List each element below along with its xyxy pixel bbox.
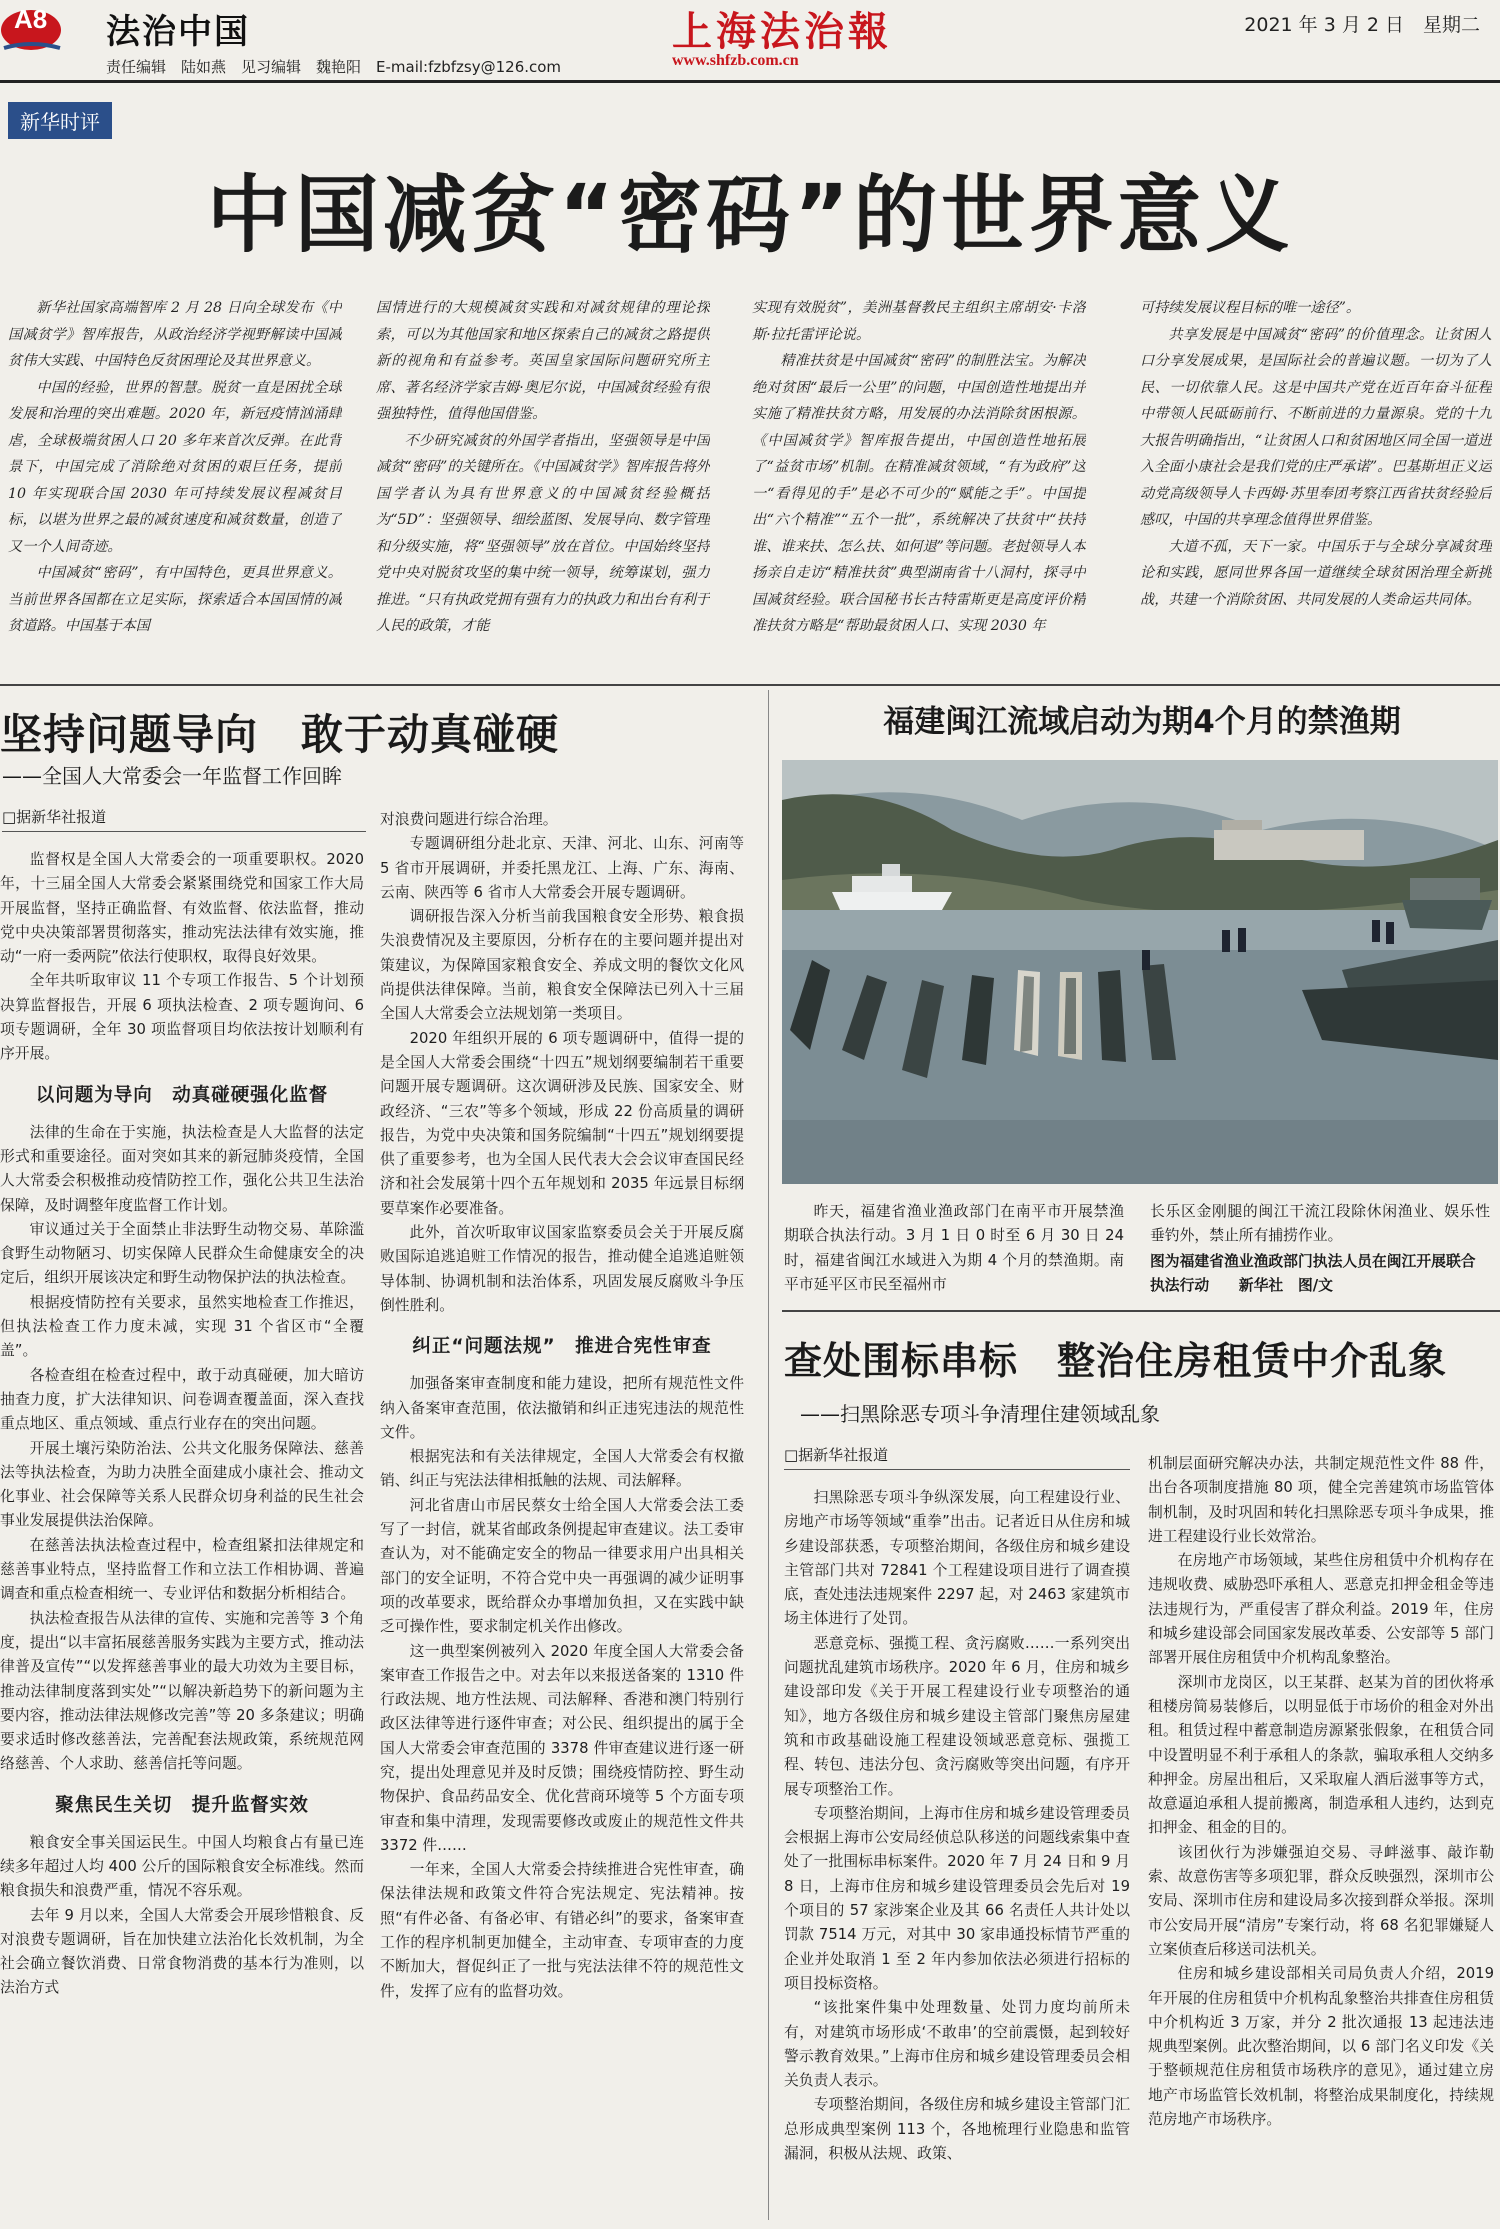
paragraph: 各检查组在检查过程中，敢于动真碰硬，加大暗访抽查力度，扩大法律知识、问卷调查覆盖面，深入查找重点地区、重点领域、重点行业存在的突出问题。	[0, 1366, 364, 1433]
paragraph: 大道不孤，天下一家。中国乐于与全球分享减贫理论和实践，愿同世界各国一道继续全球贫困治理全新挑战，共建一个消除贫困、共同发展的人类命运共同体。	[1140, 538, 1492, 608]
page-number-badge	[0, 0, 62, 52]
main-headline: 中国减贫“密码”的世界意义	[206, 166, 1294, 264]
masthead-rule	[0, 80, 1500, 83]
housing-column-1	[784, 1486, 1130, 2218]
paragraph: 扫黑除恶专项斗争纵深发展，向工程建设行业、房地产市场等领域“重拳”出击。记者近日从住房和城乡建设部获悉，专项整治期间，各级住房和城乡建设主管部门共对 72841 个工程建设项目进行了调查摸底，查处违法违规案件 2297 起，对 2463 家建筑市场主体进行了处罚。	[784, 1489, 1130, 1628]
paragraph: 住房和城乡建设部相关司局负责人介绍，2019 年开展的住房租赁中介机构乱象整治共排查住房租赁中介机构近 3 万家，并分 2 批次通报 13 起违法违规典型案例。此次整治期间，以 6 部门名义印发《关于整顿规范住房租赁市场秩序的意见》，通过建立房地产市场监管长效机制，将整治成果制度化，持续规范房地产市场秩序。	[1148, 1965, 1494, 2129]
paragraph: 一年来，全国人大常委会持续推进合宪性审查，确保法律法规和政策文件符合宪法规定、宪法精神。按照“有件必备、有备必审、有错必纠”的要求，备案审查工作的程序机制更加健全，主动审查、专项审查的力度不断加大，督促纠正了一批与宪法法律不符的规范性文件，发挥了应有的监督功效。	[380, 1861, 744, 2000]
article-column-1	[0, 848, 364, 2218]
editor-line: 责任编辑 陆如燕 见习编辑 魏艳阳 E-mail:fzbfzsy@126.com	[106, 58, 562, 76]
paragraph: 2020 年组织开展的 6 项专题调研中，值得一提的是全国人大常委会围绕“十四五”规划纲要编制若干重要问题开展专题调研。这次调研涉及民族、国家安全、财政经济、“三农”等多个领域，形成 22 份高质量的调研报告，为党中央决策和国务院编制“十四五”规划纲要提供了重要参考，也为全国人民代表大会会议审查国民经济和社会发展第十四个五年规划和 2035 年远景目标纲要草案作必要准备。	[380, 1029, 744, 1217]
article-subtitle: ——扫黑除恶专项斗争清理住建领域乱象	[800, 1402, 1160, 1426]
paragraph: 该团伙行为涉嫌强迫交易、寻衅滋事、敲诈勒索、故意伤害等多项犯罪，群众反映强烈，深圳市公安局、深圳市住房和建设局多次接到群众举报。深圳市公安局开展“清房”专案行动，将 68 名犯罪嫌疑人立案侦查后移送司法机关。	[1148, 1843, 1494, 1958]
paragraph: 开展土壤污染防治法、公共文化服务保障法、慈善法等执法检查，为助力决胜全面建成小康社会、推动文化事业、社会保障等关系人民群众切身利益的民生社会事业发展提供法治保障。	[0, 1439, 364, 1530]
river-boats-photo	[782, 760, 1498, 1184]
paragraph: 深圳市龙岗区，以王某群、赵某为首的团伙将承租楼房简易装修后，以明显低于市场价的租金对外出租。租赁过程中蓄意制造房源紧张假象，在租赁合同中设置明显不利于承租人的条款，骗取承租人交纳多种押金。房屋出租后，又采取雇人酒后滋事等方式，故意逼迫承租人提前搬离，制造承租人违约，达到克扣押金、租金的目的。	[1148, 1673, 1494, 1837]
paragraph: 对浪费问题进行综合治理。	[380, 811, 558, 828]
section-name: 法治中国	[106, 12, 250, 52]
paragraph: 恶意竞标、强揽工程、贪污腐败……一系列突出问题扰乱建筑市场秩序。2020 年 6 月，住房和城乡建设部印发《关于开展工程建设行业专项整治的通知》，地方各级住房和城乡建设主管部门聚焦房屋建筑和市政基础设施工程建设领域恶意竞标、强揽工程、转包、违法分包、贪污腐败等突出问题，有序开展专项整治工作。	[784, 1634, 1130, 1798]
paragraph: 加强备案审查制度和能力建设，把所有规范性文件纳入备案审查范围，依法撤销和纠正违宪违法的规范性文件。	[380, 1375, 744, 1441]
issue-date: 2021 年 3 月 2 日 星期二	[1244, 14, 1480, 36]
paragraph: 在房地产市场领域，某些住房租赁中介机构存在违规收费、威胁恐吓承租人、恶意克扣押金租金等违法违规行为，严重侵害了群众利益。2019 年，住房和城乡建设部会同国家发展改革委、公安部等 5 部门部署开展住房租赁中介机构乱象整治。	[1148, 1552, 1494, 1667]
commentary-column-3	[752, 295, 1086, 667]
article-byline: □据新华社报道	[2, 806, 366, 832]
paragraph: 这一典型案例被列入 2020 年度全国人大常委会备案审查工作报告之中。对去年以来报送备案的 1310 件行政法规、地方性法规、司法解释、香港和澳门特别行政区法律等进行逐件审查；对公民、组织提出的属于全国人大常委会审查范围的 3378 件审查建议进行逐一研究，提出处理意见并及时反馈；围绕疫情防控、野生动物保护、食品药品安全、优化营商环境等 5 个方面专项审查和集中清理，发现需要修改或废止的规范性文件共 3372 件……	[380, 1642, 744, 1854]
paragraph: 共享发展是中国减贫“密码”的价值理念。让贫困人口分享发展成果，是国际社会的普遍议题。一切为了人民、一切依靠人民。这是中国共产党在近百年奋斗征程中带领人民砥砺前行、不断前进的力量源泉。党的十九大报告明确指出，“让贫困人口和贫困地区同全国一道进入全面小康社会是我们党的庄严承诺”。巴基斯坦正义运动党高级领导人卡西姆·苏里奉团考察江西省扶贫经验后感叹，中国的共享理念值得世界借鉴。	[1140, 326, 1492, 528]
section-divider	[0, 684, 1500, 686]
paragraph: 调研报告深入分析当前我国粮食安全形势、粮食损失浪费情况及主要原因，分析存在的主要问题并提出对策建议，为保障国家粮食安全、养成文明的餐饮文化风尚提供法律保障。当前，粮食安全保障法已列入十三届全国人大常委会立法规划第一类项目。	[380, 908, 744, 1023]
paragraph: 去年 9 月以来，全国人大常委会开展珍惜粮食、反对浪费专题调研，旨在加快建立法治化长效机制，为全社会确立餐饮消费、日常食物消费的基本行为准则，以法治方式	[0, 1906, 364, 1997]
paragraph: 全年共听取审议 11 个专项工作报告、5 个计划预决算监督报告，开展 6 项执法检查、2 项专题询问、6 项专题调研，全年 30 项监督项目均依法按计划顺利有序开展。	[0, 972, 364, 1063]
caption-text: 昨天，福建省渔业渔政部门在南平市开展禁渔期联合执法行动。3 月 1 日 0 时至 6 月 30 日 24 时，福建省闽江水域进入为期 4 个月的禁渔期。南平市延平区市民至福州市	[784, 1203, 1124, 1293]
paragraph: 河北省唐山市居民蔡女士给全国人大常委会法工委写了一封信，就某省邮政条例提起审查建议。法工委审查认为，对不能确定安全的物品一律要求用户出具相关部门的安全证明，不符合党中央一再强调的减少证明事项的改革要求，既给群众办事增加负担，又在实践中缺乏可操作性，要求制定机关作出修改。	[380, 1496, 744, 1636]
article-column-2	[380, 808, 744, 2218]
subheading: 以问题为导向 动真碰硬强化监督	[35, 1084, 329, 1106]
news-photo	[782, 760, 1498, 1184]
commentary-column-1	[8, 295, 342, 667]
column-tag: 新华时评	[8, 102, 112, 139]
article-headline: 坚持问题导向 敢于动真碰硬	[0, 710, 560, 759]
article-headline: 查处围标串标 整治住房租赁中介乱象	[784, 1339, 1448, 1383]
paragraph: 法律的生命在于实施，执法检查是人大监督的法定形式和重要途径。面对突如其来的新冠肺炎疫情，全国人大常委会积极推动疫情防控工作，强化公共卫生法治保障，及时调整年度监督工作计划。	[0, 1123, 364, 1214]
housing-column-2	[1148, 1452, 1494, 2218]
paragraph: 在慈善法执法检查过程中，检查组紧扣法律规定和慈善事业特点，坚持监督工作和立法工作相协调、普遍调查和重点检查相统一、专业评估和数据分析相结合。	[0, 1536, 364, 1603]
paragraph: 不少研究减贫的外国学者指出，坚强领导是中国减贫“密码”的关键所在。《中国减贫学》智库报告将外国学者认为具有世界意义的中国减贫经验概括为“5D”：坚强领导、细绘蓝图、发展导向、数字管理和分级实施，将“坚强领导”放在首位。中国始终坚持党中央对脱贫攻坚的集中统一领导，统筹谋划，强力推进。“只有执政党拥有强有力的执政力和出台有利于人民的政策，才能	[376, 432, 710, 634]
paragraph: 实现有效脱贫”，美洲基督教民主组织主席胡安·卡洛斯·拉托雷评论说。	[752, 300, 1086, 343]
photo-news-headline: 福建闽江流域启动为期4个月的禁渔期	[883, 704, 1401, 740]
commentary-column-2	[376, 295, 710, 667]
paragraph: 中国减贫“密码”，有中国特色，更具世界意义。当前世界各国都在立足实际，探索适合本国国情的减贫道路。中国基于本国	[8, 565, 342, 634]
paragraph: 执法检查报告从法律的宣传、实施和完善等 3 个角度，提出“以丰富拓展慈善服务实践为主要方式，推动法律普及宣传”“以发挥慈善事业的最大功效为主要目标，推动法律制度落到实处”“以解决新趋势下的新问题为主要内容，推动法律法规修改完善”等 20 多条建议；明确要求适时修改慈善法，完善配套法规政策，系统规范网络慈善、个人求助、慈善信托等问题。	[0, 1609, 364, 1773]
paragraph: “该批案件集中处理数量、处罚力度均前所未有，对建筑市场形成‘不敢串’的空前震慑，起到较好警示教育效果。”上海市住房和城乡建设管理委员会相关负责人表示。	[784, 1999, 1130, 2090]
paragraph: 此外，首次听取审议国家监察委员会关于开展反腐败国际追逃追赃工作情况的报告，推动健全追逃追赃领导体制、协调机制和法治体系，巩固发展反腐败斗争压倒性胜利。	[380, 1224, 744, 1314]
subheading: 聚焦民生关切 提升监督实效	[55, 1794, 309, 1816]
paragraph: 中国的经验，世界的智慧。脱贫一直是困扰全球发展和治理的突出难题。2020 年，新冠疫情汹涌肆虐，全球极端贫困人口 20 多年来首次反弹。在此背景下，中国完成了消除绝对贫困的艰巨任务，提前 10 年实现联合国 2030 年可持续发展议程减贫目标，以堪为世界之最的减贫速度和减贫数量，创造了又一个人间奇迹。	[8, 379, 342, 555]
paragraph: 机制层面研究解决办法，共制定规范性文件 88 件，出台各项制度措施 80 项，健全完善建筑市场监管体制机制，及时巩固和转化扫黑除恶专项斗争成果，推进工程建设行业长效常治。	[1148, 1455, 1494, 1545]
paragraph: 专项整治期间，上海市住房和城乡建设管理委员会根据上海市公安局经侦总队移送的问题线索集中查处了一批围标串标案件。2020 年 7 月 24 日和 9 月 8 日，上海市住房和城乡建设管理委员会先后对 19 个项目的 57 家涉案企业及其 66 名责任人共计处以罚款 7514 万元，对其中 30 家串通投标情节严重的企业并处取消 1 至 2 年内参加依法必须进行招标的项目投标资格。	[784, 1804, 1130, 1992]
paragraph: 国情进行的大规模减贫实践和对减贫规律的理论探索，可以为其他国家和地区探索自己的减贫之路提供新的视角和有益参考。英国皇家国际问题研究所主席、著名经济学家吉姆·奥尼尔说，中国减贫经验有很强独特性，值得他国借鉴。	[376, 300, 710, 422]
page-number: A8	[14, 4, 48, 34]
paragraph: 专项整治期间，各级住房和城乡建设主管部门汇总形成典型案例 113 个，各地梳理行业隐患和监管漏洞，积极从法规、政策、	[784, 2096, 1130, 2163]
paragraph: 精准扶贫是中国减贫“密码”的制胜法宝。为解决绝对贫困“最后一公里”的问题，中国创造性地提出并实施了精准扶贫方略，用发展的办法消除贫困根源。《中国减贫学》智库报告提出，中国创造性地拓展了“益贫市场”机制。在精准减贫领域，“有为政府”这一“看得见的手”是必不可少的“赋能之手”。中国提出“六个精准”“五个一批”，系统解决了扶贫中“扶持谁、谁来扶、怎么扶、如何退”等问题。老挝领导人本扬亲自走访“精准扶贫”典型湖南省十八洞村，探寻中国减贫经验。联合国秘书长古特雷斯更是高度评价精准扶贫方略是“帮助最贫困人口、实现 2030 年	[752, 353, 1086, 634]
commentary-column-4	[1140, 295, 1492, 667]
paragraph: 粮食安全事关国运民生。中国人均粮食占有量已连续多年超过人均 400 公斤的国际粮食安全标准线。然而粮食损失和浪费严重，情况不容乐观。	[0, 1833, 364, 1900]
paragraph: 可持续发展议程目标的唯一途径”。	[1140, 300, 1361, 316]
article-byline: □据新华社报道	[784, 1444, 1130, 1470]
paragraph: 监督权是全国人大常委会的一项重要职权。2020 年，十三届全国人大常委会紧紧围绕党和国家工作大局开展监督，坚持正确监督、有效监督、依法监督，推动党中央决策部署贯彻落实，推动宪法法律有效实施，推动“一府一委两院”依法行使职权，取得良好效果。	[0, 851, 364, 966]
caption-text: 长乐区金刚腿的闽江干流江段除休闲渔业、娱乐性垂钓外，禁止所有捕捞作业。	[1150, 1203, 1490, 1245]
article-subtitle: ——全国人大常委会一年监督工作回眸	[2, 764, 342, 788]
column-divider	[768, 690, 769, 2220]
paragraph: 根据宪法和有关法律规定，全国人大常委会有权撤销、纠正与宪法法律相抵触的法规、司法解释。	[380, 1448, 744, 1490]
subheading: 纠正“问题法规” 推进合宪性审查	[412, 1336, 712, 1358]
photo-caption-right	[1150, 1200, 1490, 1249]
paper-logo: 上海法治報	[672, 8, 892, 55]
paper-url[interactable]: www.shfzb.com.cn	[672, 52, 799, 69]
paragraph: 新华社国家高端智库 2 月 28 日向全球发布《中国减贫学》智库报告，从政治经济学视野解读中国减贫伟大实践、中国特色反贫困理论及其世界意义。	[8, 300, 342, 369]
paragraph: 根据疫情防控有关要求，虽然实地检查工作推迟，但执法检查工作力度未减，实现 31 个省区市“全覆盖”。	[0, 1293, 364, 1360]
section-divider	[782, 1310, 1500, 1312]
paragraph: 专题调研组分赴北京、天津、河北、山东、河南等 5 省市开展调研，并委托黑龙江、上海、广东、海南、云南、陕西等 6 省市人大常委会开展专题调研。	[380, 835, 744, 901]
photo-credit: 图为福建省渔业渔政部门执法人员在闽江开展联合执法行动 新华社 图/文	[1150, 1253, 1476, 1295]
paragraph: 审议通过关于全面禁止非法野生动物交易、革除滥食野生动物陋习、切实保障人民群众生命健康安全的决定后，组织开展该决定和野生动物保护法的执法检查。	[0, 1220, 364, 1287]
photo-caption-left	[784, 1200, 1124, 1297]
